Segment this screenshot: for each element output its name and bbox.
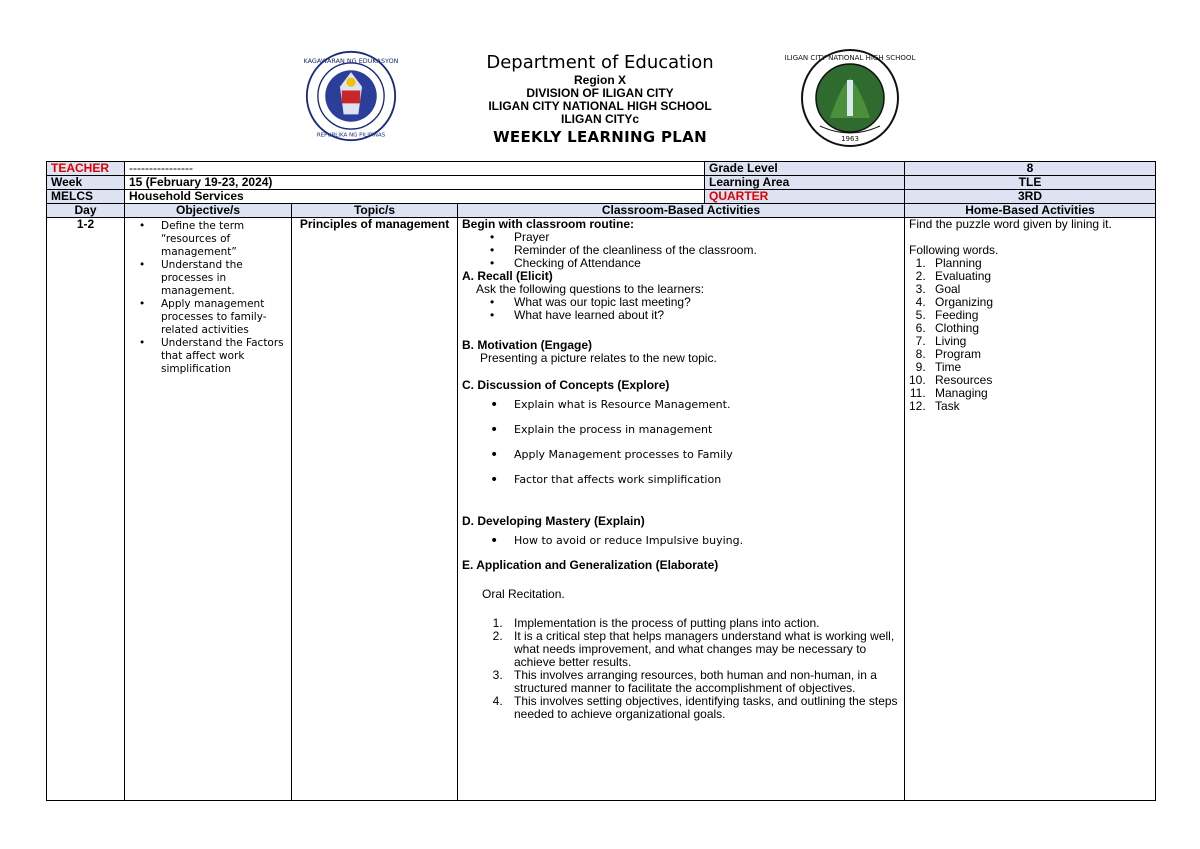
recall-item: • What have learned about it? — [514, 309, 900, 322]
home-activities-cell — [905, 218, 1156, 801]
routine-item: • Reminder of the cleanliness of the classroom. — [514, 244, 900, 257]
objective-item: • Apply management processes to family- related activities — [161, 298, 287, 337]
col-objectives: Objective/s — [125, 204, 292, 218]
col-day: Day — [47, 204, 125, 218]
puzzle-word: 5. Feeding — [929, 309, 1151, 322]
application-item: 1. Implementation is the process of putting plans into action. — [506, 617, 900, 630]
plan-title: WEEKLY LEARNING PLAN — [493, 128, 707, 146]
puzzle-word: 1. Planning — [929, 257, 1151, 270]
weekly-learning-plan-table — [46, 161, 1156, 801]
application-item: 2. It is a critical step that helps managers understand what is working well, what needs improvement, and what changes may be necessary to achieve better results. — [506, 630, 900, 669]
svg-text:REPUBLIKA NG PILIPINAS: REPUBLIKA NG PILIPINAS — [316, 132, 386, 139]
deped-seal-logo — [305, 50, 397, 142]
quarter-label: QUARTER — [705, 190, 905, 204]
week-value: 15 (February 19-23, 2024) — [125, 176, 705, 190]
objective-item: • Understand the Factors that affect work simplification — [161, 337, 287, 376]
school-seal-logo — [784, 48, 916, 148]
application-intro: Oral Recitation. — [482, 587, 565, 601]
melcs-value: Household Services — [125, 190, 705, 204]
quarter-value: 3RD — [905, 190, 1156, 204]
day-value: 1-2 — [47, 218, 125, 801]
school-line: ILIGAN CITY NATIONAL HIGH SCHOOL — [488, 99, 712, 113]
objective-item: • Define the term “resources of management” — [161, 220, 287, 259]
teacher-row — [47, 162, 1156, 176]
header-text-block — [440, 52, 760, 146]
application-item: 4. This involves setting objectives, identifying tasks, and outlining the steps needed to achieve organizational goals. — [506, 695, 900, 721]
puzzle-word: 11. Managing — [929, 387, 1151, 400]
puzzle-word: 4. Organizing — [929, 296, 1151, 309]
objectives-cell — [125, 218, 292, 801]
discussion-item: • Apply Management processes to Family — [514, 448, 900, 462]
division-line: DIVISION OF ILIGAN CITY — [526, 86, 674, 100]
recall-title: A. Recall (Elicit) — [462, 269, 553, 283]
topic-value: Principles of management — [292, 218, 458, 801]
teacher-value: ---------------- — [125, 162, 705, 176]
puzzle-word: 2. Evaluating — [929, 270, 1151, 283]
col-classroom-activities: Classroom-Based Activities — [458, 204, 905, 218]
document-header — [0, 0, 1200, 160]
col-topics: Topic/s — [292, 204, 458, 218]
col-home-activities: Home-Based Activities — [905, 204, 1156, 218]
svg-text:KAGAWARAN NG EDUKASYON: KAGAWARAN NG EDUKASYON — [303, 56, 399, 65]
puzzle-word: 3. Goal — [929, 283, 1151, 296]
recall-intro: Ask the following questions to the learners: — [476, 282, 705, 296]
puzzle-word: 7. Living — [929, 335, 1151, 348]
grade-level-label: Grade Level — [705, 162, 905, 176]
home-instruction: Find the puzzle word given by lining it. — [909, 217, 1112, 231]
svg-text:1963: 1963 — [841, 135, 859, 143]
learning-area-label: Learning Area — [705, 176, 905, 190]
motivation-text: Presenting a picture relates to the new topic. — [480, 351, 717, 365]
melcs-label: MELCS — [47, 190, 125, 204]
department-name: Department of Education — [486, 52, 714, 73]
puzzle-word: 8. Program — [929, 348, 1151, 361]
objective-item: • Understand the processes in management. — [161, 259, 287, 298]
home-following: Following words. — [909, 243, 999, 257]
application-item: 3. This involves arranging resources, both human and non-human, in a structured manner to facilitate the accomplishment of objectives. — [506, 669, 900, 695]
recall-item: • What was our topic last meeting? — [514, 296, 900, 309]
column-header-row — [47, 204, 1156, 218]
puzzle-word: 9. Time — [929, 361, 1151, 374]
puzzle-word: 6. Clothing — [929, 322, 1151, 335]
mastery-item: • How to avoid or reduce Impulsive buying. — [514, 534, 900, 548]
puzzle-word: 12. Task — [929, 400, 1151, 413]
teacher-label: TEACHER — [47, 162, 125, 176]
learning-area-value: TLE — [905, 176, 1156, 190]
discussion-item: • Explain what is Resource Management. — [514, 398, 900, 412]
svg-text:ILIGAN CITY NATIONAL HIGH SCHO: ILIGAN CITY NATIONAL HIGH SCHOOL — [784, 54, 916, 62]
melcs-row — [47, 190, 1156, 204]
puzzle-word: 10. Resources — [929, 374, 1151, 387]
routine-item: • Checking of Attendance — [514, 257, 900, 270]
routine-item: • Prayer — [514, 231, 900, 244]
discussion-title: C. Discussion of Concepts (Explore) — [462, 378, 670, 392]
mastery-title: D. Developing Mastery (Explain) — [462, 514, 645, 528]
routine-title: Begin with classroom routine: — [462, 217, 635, 231]
discussion-item: • Factor that affects work simplification — [514, 473, 900, 487]
week-row — [47, 176, 1156, 190]
discussion-item: • Explain the process in management — [514, 423, 900, 437]
region-line: Region X — [573, 73, 626, 87]
application-title: E. Application and Generalization (Elaborate) — [462, 558, 719, 572]
grade-level-value: 8 — [905, 162, 1156, 176]
classroom-activities-cell — [458, 218, 905, 801]
week-label: Week — [47, 176, 125, 190]
lesson-row — [47, 218, 1156, 801]
city-line: ILIGAN CITYc — [560, 112, 639, 126]
motivation-title: B. Motivation (Engage) — [462, 338, 592, 352]
